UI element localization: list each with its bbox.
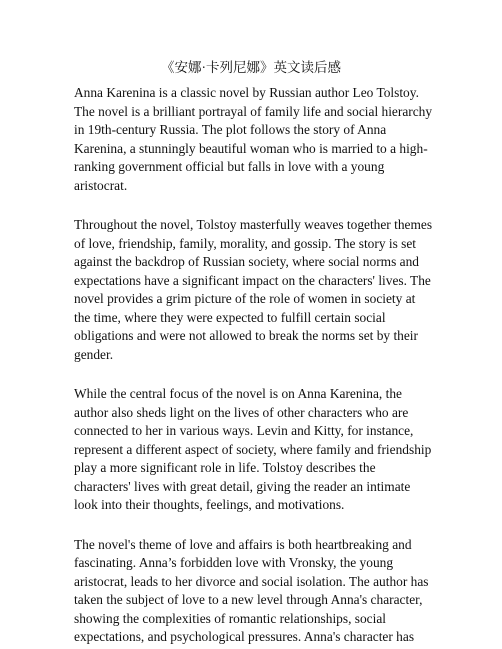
paragraph-2: Throughout the novel, Tolstoy masterfully weaves together themes of love, friendship, family, morality, and gossip. The story is set against the backdrop of Russian society, where social norms and expectations have a significant impact on the characters' lives. The novel provides a grim picture of the role of women in society at the time, where they were expected to fulfill certain social obligations and were not allowed to break the norms set by their gender. <box>74 217 433 362</box>
paragraph-4: The novel's theme of love and affairs is both heartbreaking and fascinating. Anna’s forbidden love with Vronsky, the young aristocrat, leads to her divorce and social isolation. The author has taken the subject of love to a new level through Anna's character, showing the complexities of romantic relationships, social expectations, and psychological pressures. Anna's character has <box>74 536 429 644</box>
document-body <box>74 84 434 647</box>
document-title: 《安娜·卡列尼娜》英文读后感 <box>161 60 341 75</box>
paragraph-1: Anna Karenina is a classic novel by Russian author Leo Tolstoy. The novel is a brilliant portrayal of family life and social hierarchy in 19th-century Russia. The plot follows the story of Anna Karenina, a stunningly beautiful woman who is married to a high-ranking government official but falls in love with a young aristocrat. <box>74 85 433 193</box>
paragraph-3: While the central focus of the novel is on Anna Karenina, the author also sheds light on the lives of other characters who are connected to her in various ways. Levin and Kitty, for instance, represent a different aspect of society, where family and friendship play a more significant role in life. Tolstoy describes the characters' lives with great detail, giving the reader an intimate look into their thoughts, feelings, and motivations. <box>74 386 432 512</box>
